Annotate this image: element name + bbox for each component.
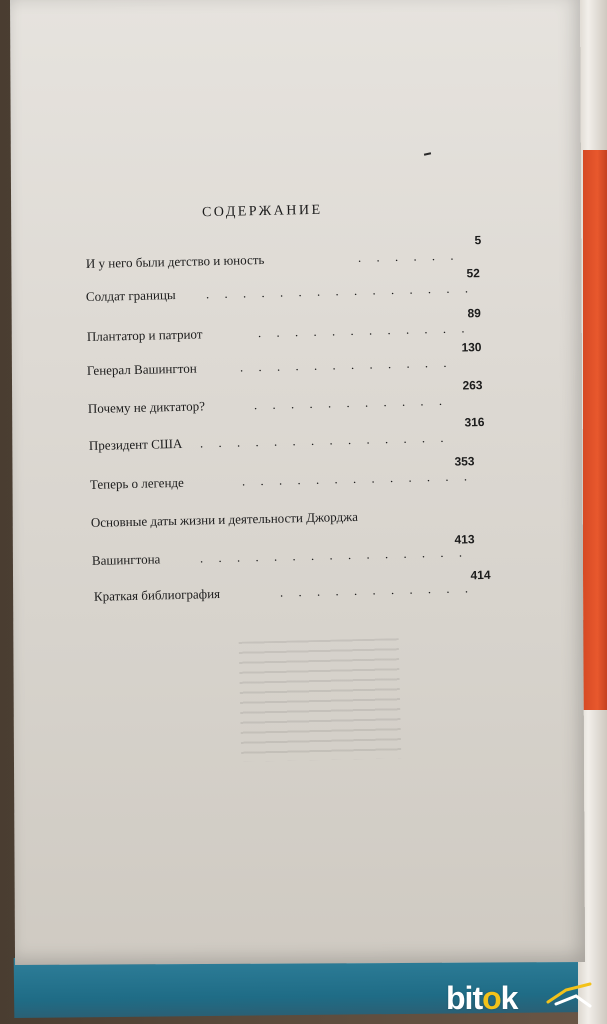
toc-entry-title: Теперь о легенде — [89, 474, 184, 492]
toc-leader-dots: . . . . . . . . . . . . . . — [199, 429, 450, 451]
bleed-through-text — [239, 638, 402, 762]
toc-entry-title: Президент США — [88, 435, 183, 453]
watermark-text-end: k — [500, 980, 518, 1016]
toc-leader-dots: . . . . . . . . . . . . . . . — [199, 544, 469, 566]
toc-page-number: 414 — [470, 567, 491, 583]
toc-entry-title: Почему не диктатор? — [87, 398, 206, 417]
toc-entry-title: Основные даты жизни и деятельности Джорджа — [90, 508, 359, 530]
toc-leader-dots: . . . . . . . . . . . . — [257, 320, 471, 341]
toc-entry-title: Плантатор и патриот — [86, 326, 203, 345]
toc-page-number: 89 — [467, 306, 482, 321]
site-watermark — [446, 980, 517, 1017]
toc-page-number: 316 — [464, 415, 485, 430]
toc-entry-title: Генерал Вашингтон — [86, 360, 197, 379]
watermark-bird-icon — [546, 982, 592, 1008]
toc-page-number: 5 — [474, 233, 482, 248]
toc-page-number: 52 — [466, 266, 481, 281]
toc-page-number: 263 — [462, 378, 483, 393]
toc-leader-dots: . . . . . . . . . . . . . — [241, 468, 474, 489]
toc-page-number: 413 — [454, 532, 475, 547]
toc-leader-dots: . . . . . . . . . . . — [279, 580, 475, 600]
watermark-text-start: bit — [446, 980, 483, 1016]
toc-heading: СОДЕРЖАНИЕ — [201, 202, 323, 221]
toc-leader-dots: . . . . . . . . . . . . — [239, 354, 453, 375]
toc-entry-title: И у него были детство и юность — [85, 252, 265, 272]
watermark-text-o: o — [482, 980, 501, 1016]
toc-page-number: 353 — [454, 454, 475, 469]
toc-leader-dots: . . . . . . — [357, 247, 460, 265]
toc-entry-title: Вашингтона — [91, 551, 161, 568]
toc-leader-dots: . . . . . . . . . . . . . . . — [205, 280, 475, 302]
toc-entry-title: Краткая библиография — [93, 586, 221, 604]
toc-page-number: 130 — [461, 340, 482, 355]
toc-entry-title: Солдат границы — [85, 287, 176, 305]
toc-leader-dots: . . . . . . . . . . . — [253, 392, 449, 413]
